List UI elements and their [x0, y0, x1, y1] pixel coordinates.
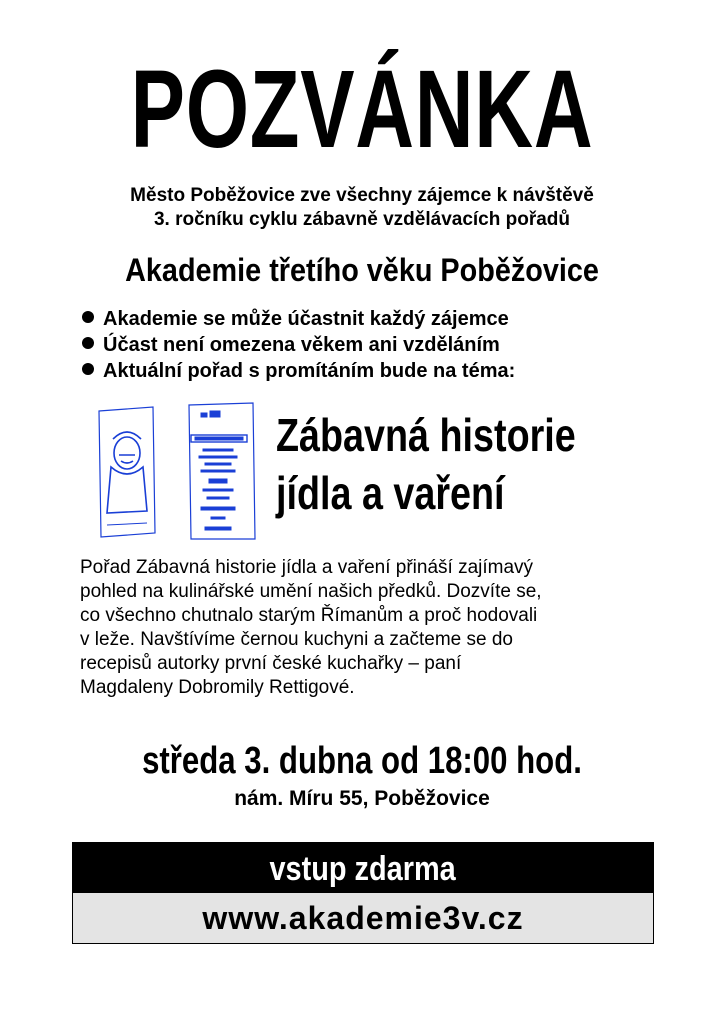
page-title: POZVÁNKA — [130, 48, 594, 171]
intro-line: 3. ročníku cyklu zábavně vzdělávacích pořadů — [153, 209, 571, 230]
event-date: středa 3. dubna od 18:00 hod. — [142, 740, 582, 782]
description-line: recepisů autorky první české kuchařky – paní — [80, 653, 462, 674]
bullet-icon — [82, 311, 94, 323]
footer-box — [72, 842, 654, 944]
intro-line: Město Poběžovice zve všechny zájemce k návštěvě — [130, 185, 594, 206]
list-item: Účast není omezena věkem ani vzděláním — [82, 332, 515, 358]
list-item: Akademie se může účastnit každý zájemce — [82, 306, 515, 332]
list-item: Aktuální pořad s promítáním bude na téma: — [82, 358, 515, 384]
intro-text — [0, 184, 724, 232]
description-line: Magdaleny Dobromily Rettigové. — [80, 677, 355, 698]
bullet-list — [82, 306, 515, 384]
program-description — [80, 556, 640, 700]
event-name: Akademie třetího věku Poběžovice — [125, 252, 599, 288]
event-address: nám. Míru 55, Poběžovice — [234, 787, 490, 810]
description-line: Pořad Zábavná historie jídla a vaření přináší zajímavý — [80, 557, 534, 578]
bullet-icon — [82, 363, 94, 375]
book-cover-illustration — [91, 401, 265, 541]
description-line: v leže. Navštívíme černou kuchyni a začteme se do — [80, 629, 513, 650]
bullet-icon — [82, 337, 94, 349]
description-line: co všechno chutnalo starým Římanům a proč hodovali — [80, 605, 538, 626]
website-link[interactable]: www.akademie3v.cz — [73, 893, 653, 943]
topic-line: jídla a vaření — [276, 467, 505, 519]
free-entry-banner — [73, 843, 653, 893]
topic-line: Zábavná historie — [276, 409, 576, 461]
description-line: pohled na kulinářské umění našich předků. Dozvíte se, — [80, 581, 542, 602]
program-topic — [276, 406, 637, 522]
free-entry-label: vstup zdarma — [269, 850, 457, 888]
